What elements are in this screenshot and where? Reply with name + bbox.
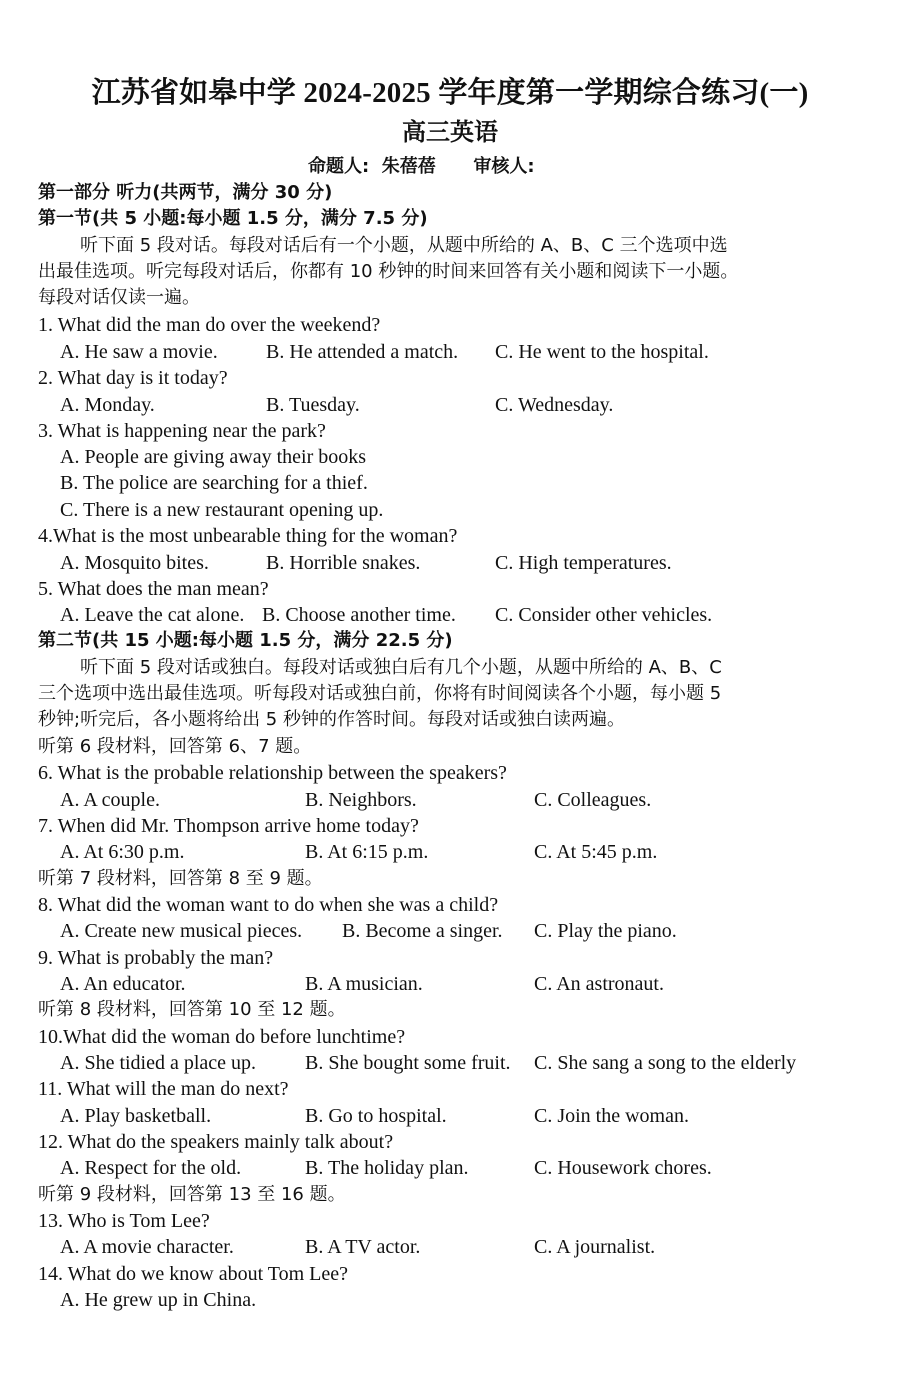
material-7-note: 听第 7 段材料，回答第 8 至 9 题。 xyxy=(38,868,323,889)
q6-option-c: C. Colleagues. xyxy=(534,789,652,811)
q8-option-b: B. Become a singer. xyxy=(342,920,503,942)
material-8-note: 听第 8 段材料，回答第 10 至 12 题。 xyxy=(38,999,346,1020)
q10-option-b: B. She bought some fruit. xyxy=(305,1052,511,1074)
exam-subtitle: 高三英语 xyxy=(402,120,498,146)
question-11: 11. What will the man do next? xyxy=(38,1078,289,1100)
q11-option-b: B. Go to hospital. xyxy=(305,1105,447,1127)
section1-heading: 第一节(共 5 小题:每小题 1.5 分，满分 7.5 分) xyxy=(38,208,428,229)
question-10: 10.What did the woman do before lunchtime? xyxy=(38,1026,406,1048)
q6-option-a: A. A couple. xyxy=(60,789,160,811)
q1-option-a: A. He saw a movie. xyxy=(60,341,218,363)
authors-line: 命题人: 朱蓓蓓 审核人: xyxy=(308,156,535,177)
q12-option-b: B. The holiday plan. xyxy=(305,1157,469,1179)
material-9-note: 听第 9 段材料，回答第 13 至 16 题。 xyxy=(38,1184,346,1205)
q5-option-c: C. Consider other vehicles. xyxy=(495,604,713,626)
q5-option-b: B. Choose another time. xyxy=(262,604,456,626)
q7-option-b: B. At 6:15 p.m. xyxy=(305,841,429,863)
q1-option-c: C. He went to the hospital. xyxy=(495,341,709,363)
exam-title: 江苏省如皋中学 2024-2025 学年度第一学期综合练习(一) xyxy=(91,77,809,109)
q11-option-c: C. Join the woman. xyxy=(534,1105,689,1127)
section1-instr-1: 听下面 5 段对话。每段对话后有一个小题，从题中所给的 A、B、C 三个选项中选 xyxy=(80,235,728,256)
question-6: 6. What is the probable relationship between the speakers? xyxy=(38,762,507,784)
q1-option-b: B. He attended a match. xyxy=(266,341,459,363)
q4-option-c: C. High temperatures. xyxy=(495,552,672,574)
q13-option-a: A. A movie character. xyxy=(60,1236,234,1258)
q2-option-c: C. Wednesday. xyxy=(495,394,614,416)
q6-option-b: B. Neighbors. xyxy=(305,789,417,811)
part1-heading: 第一部分 听力(共两节，满分 30 分) xyxy=(38,182,333,203)
question-2: 2. What day is it today? xyxy=(38,367,228,389)
q7-option-a: A. At 6:30 p.m. xyxy=(60,841,185,863)
q9-option-b: B. A musician. xyxy=(305,973,423,995)
question-9: 9. What is probably the man? xyxy=(38,947,274,969)
q7-option-c: C. At 5:45 p.m. xyxy=(534,841,658,863)
q8-option-a: A. Create new musical pieces. xyxy=(60,920,303,942)
section1-instr-2: 出最佳选项。听完每段对话后，你都有 10 秒钟的时间来回答有关小题和阅读下一小题。 xyxy=(38,261,739,282)
q2-option-a: A. Monday. xyxy=(60,394,155,416)
q5-option-a: A. Leave the cat alone. xyxy=(60,604,245,626)
q9-option-c: C. An astronaut. xyxy=(534,973,664,995)
q8-option-c: C. Play the piano. xyxy=(534,920,677,942)
q4-option-b: B. Horrible snakes. xyxy=(266,552,421,574)
q13-option-b: B. A TV actor. xyxy=(305,1236,421,1258)
q11-option-a: A. Play basketball. xyxy=(60,1105,212,1127)
q10-option-c: C. She sang a song to the elderly xyxy=(534,1052,797,1074)
material-6-note: 听第 6 段材料，回答第 6、7 题。 xyxy=(38,736,312,757)
q4-option-a: A. Mosquito bites. xyxy=(60,552,209,574)
q3-option-b: B. The police are searching for a thief. xyxy=(60,472,368,494)
q9-option-a: A. An educator. xyxy=(60,973,186,995)
question-8: 8. What did the woman want to do when she was a child? xyxy=(38,894,499,916)
question-3: 3. What is happening near the park? xyxy=(38,420,326,442)
q3-option-a: A. People are giving away their books xyxy=(60,446,367,468)
question-7: 7. When did Mr. Thompson arrive home today? xyxy=(38,815,419,837)
q12-option-a: A. Respect for the old. xyxy=(60,1157,242,1179)
q13-option-c: C. A journalist. xyxy=(534,1236,656,1258)
section1-instr-3: 每段对话仅读一遍。 xyxy=(38,287,200,308)
section2-instr-2: 三个选项中选出最佳选项。听每段对话或独白前，你将有时间阅读各个小题，每小题 5 xyxy=(38,683,722,704)
q14-option-a: A. He grew up in China. xyxy=(60,1289,257,1311)
question-4: 4.What is the most unbearable thing for the woman? xyxy=(38,525,458,547)
section2-instr-3: 秒钟;听完后，各小题将给出 5 秒钟的作答时间。每段对话或独白读两遍。 xyxy=(38,709,625,730)
section2-heading: 第二节(共 15 小题:每小题 1.5 分，满分 22.5 分) xyxy=(38,630,453,651)
q10-option-a: A. She tidied a place up. xyxy=(60,1052,257,1074)
section2-instr-1: 听下面 5 段对话或独白。每段对话或独白后有几个小题，从题中所给的 A、B、C xyxy=(80,657,722,678)
question-14: 14. What do we know about Tom Lee? xyxy=(38,1263,349,1285)
q2-option-b: B. Tuesday. xyxy=(266,394,360,416)
q12-option-c: C. Housework chores. xyxy=(534,1157,712,1179)
question-12: 12. What do the speakers mainly talk about? xyxy=(38,1131,394,1153)
question-13: 13. Who is Tom Lee? xyxy=(38,1210,210,1232)
question-5: 5. What does the man mean? xyxy=(38,578,269,600)
question-1: 1. What did the man do over the weekend? xyxy=(38,314,381,336)
q3-option-c: C. There is a new restaurant opening up. xyxy=(60,499,384,521)
